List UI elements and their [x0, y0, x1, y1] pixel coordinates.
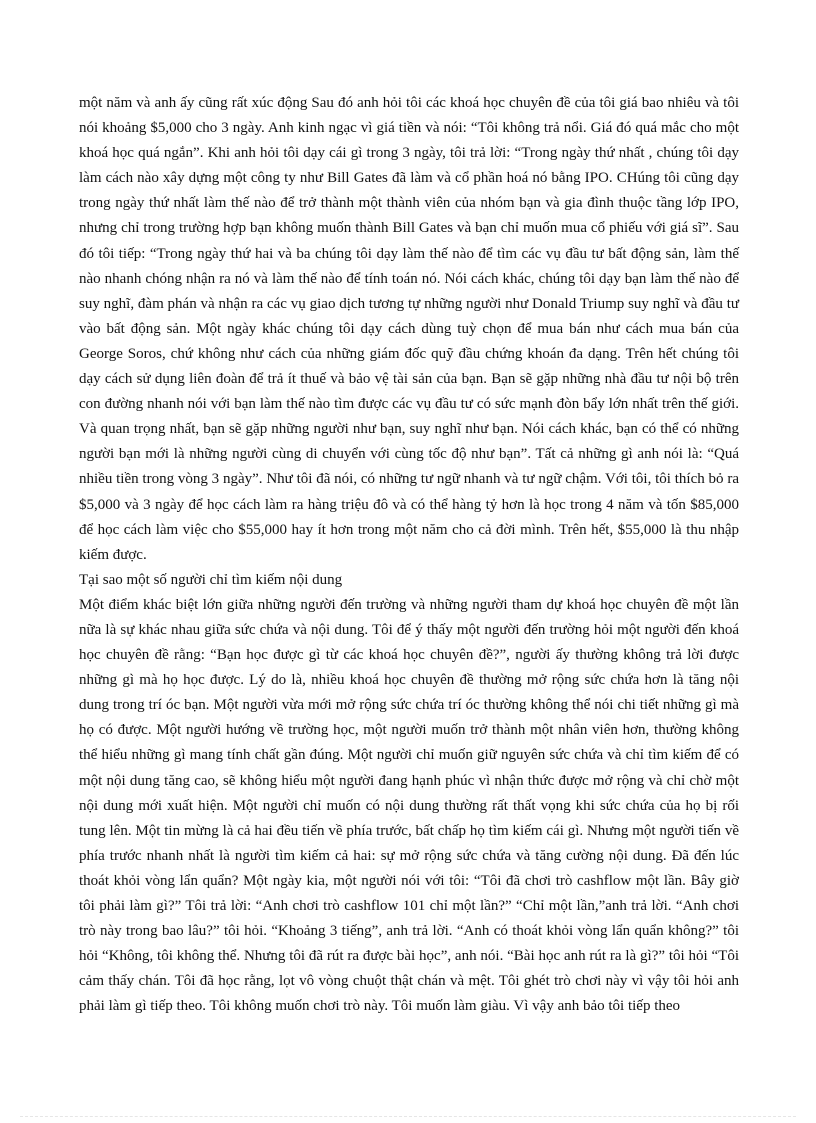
body-paragraph: một năm và anh ấy cũng rất xúc động Sau đó anh hỏi tôi các khoá học chuyên đề của tôi giá bao nhiêu và tôi nói khoảng $5,000 cho 3 ngày. Anh kinh ngạc vì giá tiền và nói: “Tôi không trả nổi. Giá đó quá mắc cho một khoá học quá ngắn”. Khi anh hỏi tôi dạy cái gì trong 3 ngày, tôi trả lời: “Trong ngày thứ nhất , chúng tôi dạy làm cách nào xây dựng một công ty như Bill Gates đã làm và cổ phần hoá nó bằng IPO. CHúng tôi cũng dạy trong ngày thứ nhất làm thế nào để trở thành một thành viên của nhóm bạn và gia đình thuộc tầng lớp IPO, nhưng chỉ trong trường hợp bạn không muốn thành Bill Gates và bạn chỉ muốn mua cổ phiếu với giá sĩ”. Sau đó tôi tiếp: “Trong ngày thứ hai và ba chúng tôi dạy làm thế nào để tìm các vụ đầu tư bất động sản, làm thế nào nhanh chóng nhận ra nó và làm thế nào để tính toán nó. Nói cách khác, chúng tôi dạy bạn làm thế nào để suy nghĩ, đàm phán và nhận ra các vụ giao dịch tương tự những người như Donald Triump suy nghĩ và đầu tư vào bất động sản. Một ngày khác chúng tôi dạy cách dùng tuỳ chọn để mua bán như cách mua bán của George Soros, chứ không như cách của những giám đốc quỹ đầu chứng khoán đa dạng. Trên hết chúng tôi dạy cách sử dụng liên đoàn để trả ít thuế và bảo vệ tài sản của bạn. Bạn sẽ gặp những nhà đầu tư nội bộ trên con đường nhanh nói với bạn làm thế nào tìm được các vụ đầu tư có sức mạnh đòn bẩy lớn nhất trên thế giới. Và quan trọng nhất, bạn sẽ gặp những người như bạn, suy nghĩ như bạn. Nói cách khác, bạn có thể có những người bạn mới là những người cùng di chuyển với cùng tốc độ như bạn”. Tất cả những gì anh nói là: “Quá nhiều tiền trong vòng 3 ngày”. Như tôi đã nói, có những tư ngữ nhanh và tư ngữ chậm. Với tôi, tôi thích bỏ ra $5,000 và 3 ngày để học cách làm ra hàng triệu đô và có thể hàng tỷ hơn là học trong 4 năm và tốn $85,000 để học cách làm việc cho $55,000 hay ít hơn trong một năm cho cả đời mình. Trên hết, $55,000 là thu nhập kiếm được.: [79, 95, 739, 563]
page-content: [79, 91, 739, 1019]
page-bottom-divider: [20, 1116, 796, 1117]
section-heading: Tại sao một số người chỉ tìm kiếm nội dung: [79, 571, 343, 588]
body-paragraph: Một điểm khác biệt lớn giữa những người đến trường và những người tham dự khoá học chuyên đề một lần nữa là sự khác nhau giữa sức chứa và nội dung. Tôi để ý thấy một người đến trường hỏi một người đến khoá học chuyên đề rằng: “Bạn học được gì từ các khoá học chuyên đề?”, người ấy thường không trả lời được những gì mà họ học được. Lý do là, nhiều khoá học chuyên đề thường mở rộng sức chứa hơn là tăng nội dung trong trí óc bạn. Một người vừa mới mở rộng sức chứa trí óc thường không thể nói chi tiết những gì mà họ có được. Một người hướng về trường học, một người muốn trở thành một nhân viên hơn, thường không thể hiểu những gì mang tính chất gần đúng. Một người chỉ muốn giữ nguyên sức chứa và chỉ tìm kiếm để có một nội dung tăng cao, sẽ không hiểu một người đang hạnh phúc vì nhận thức được mở rộng và chỉ chờ một nội dung mới xuất hiện. Một người chỉ muốn có nội dung thường rất thất vọng khi sức chứa của họ bị rối tung lên. Một tin mừng là cả hai đều tiến về phía trước, bất chấp họ tìm kiếm cái gì. Nhưng một người tiến về phía trước nhanh nhất là người tìm kiếm cả hai: sự mở rộng sức chứa và tăng cường nội dung. Đã đến lúc thoát khỏi vòng lẩn quẩn? Một ngày kia, một người nói với tôi: “Tôi đã chơi trò cashflow một lần. Bây giờ tôi phải làm gì?” Tôi trả lời: “Anh chơi trò cashflow 101 chỉ một lần?” “Chỉ một lần,”anh trả lời. “Anh chơi trò này trong bao lâu?” tôi hỏi. “Khoảng 3 tiếng”, anh trả lời. “Anh có thoát khỏi vòng lẩn quẩn không?” tôi hỏi “Không, tôi không thể. Nhưng tôi đã rút ra được bài học”, anh nói. “Bài học anh rút ra là gì?” tôi hỏi “Tôi cảm thấy chán. Tôi đã học rằng, lọt vô vòng chuột thật chán và mệt. Tôi ghét trò chơi này vì vậy tôi hỏi anh phải làm gì tiếp theo. Tôi không muốn chơi trò này. Tôi muốn làm giàu. Vì vậy anh bảo tôi tiếp theo: [79, 596, 739, 1015]
